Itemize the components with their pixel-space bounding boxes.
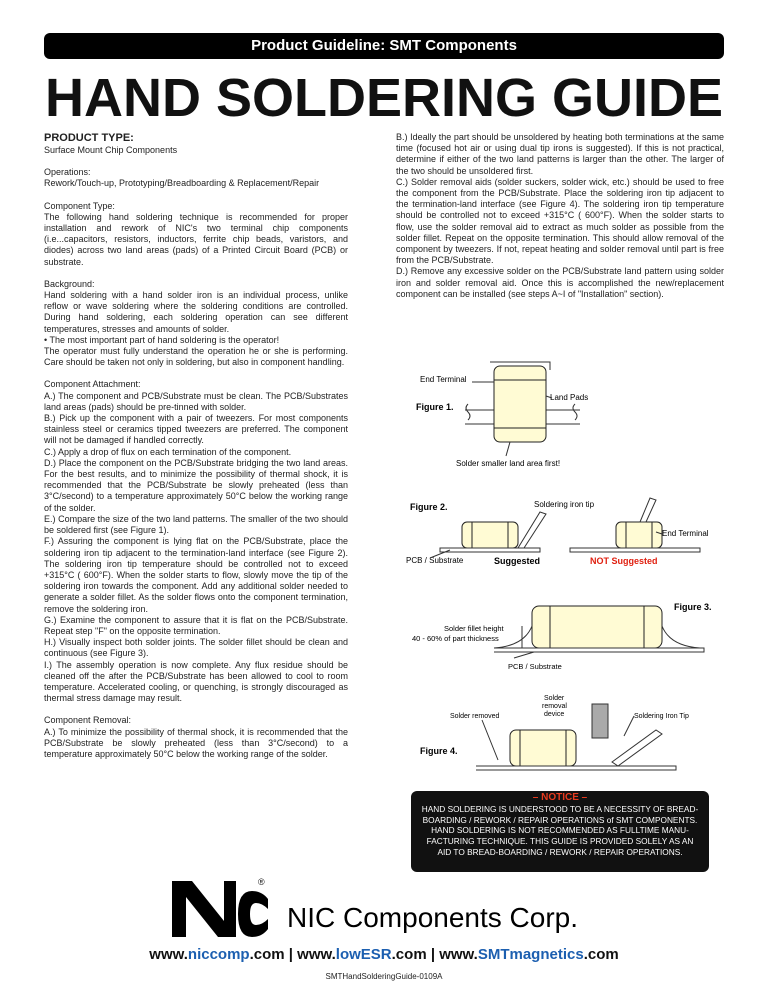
link-niccomp[interactable]: www.niccomp.com xyxy=(149,946,285,963)
fig4-iron-tip xyxy=(612,730,662,766)
fig4-title: Figure 4. xyxy=(420,746,458,756)
notice-line: BOARDING / REWORK / REPAIR OPERATIONS of SMT COMPONENTS. xyxy=(422,814,698,825)
notice-title: – NOTICE – xyxy=(532,792,588,803)
fig4-removal-device-label-3: device xyxy=(544,711,565,718)
company-name: NIC Components Corp. xyxy=(287,902,579,933)
fig1-land-pads-label: Land Pads xyxy=(550,393,589,402)
component-type-section: Component Type: The following hand soldering technique is recommended for proper installation and rework of NIC's two terminal chip components (i.e...capacitors, resistors, inductors, ferrite chip beads, varistors, and diodes) across two land areas (pads) of a Printed Circuit Board (PCB) or substrate. xyxy=(44,200,348,267)
fig3-title: Figure 3. xyxy=(674,602,712,612)
separator: | xyxy=(426,946,440,963)
registered-mark: ® xyxy=(258,877,265,887)
fig4-iron-tip-label: Soldering Iron Tip xyxy=(634,713,689,720)
figure-1-diagram xyxy=(410,360,610,472)
link-lowesr[interactable]: www.lowESR.com xyxy=(297,946,427,963)
footer-links xyxy=(44,946,724,963)
fig4-removal-device-label-2: removal xyxy=(542,703,567,710)
component-attachment-section: Component Attachment: A.) The component and PCB/Substrate must be clean. The PCB/Substrates land areas (pads) should be pre-tinned with solder. B.) Pick up the component with a pair of tweezers. For most components stainless steel or ceramics tipped tweezers are preferred. The component will not be damaged if handled correctly. C.) Apply a drop of flux on each termination of the component. D.) Place the component on the PCB/Substrate bridging the two land areas. For the best results, and to minimize the possibility of thermal shock, it is recommended that the PCB/Substrate be slowly preheated (less than 3°C/second) to a temperature approximately 50°C below the working range of the solder. E.) Compare the size of the two land patterns. The smaller of the two should be soldered first (see Figure 1). F.) Assuring the component is lying flat on the PCB/Substrate, place the soldering iron tip adjacent to the termination-land interface (see Figure 2). The soldering iron tip temperature should be controlled not to exceed +315°C ( 600°F). When the solder starts to flow, slowly move the tip of the soldering iron towards the component. Add any additional solder needed to generate a solder fillet. As the solder flows onto the component termination, remove the soldering iron. G.) Examine the component to assure that it is flat on the PCB/Substrate. Repeat step "F" on the opposite termination. H.) Visually inspect both solder joints. The solder fillet should be clean and continuous (see Figure 3). I.) The assembly operation is now complete. Any flux residue should be cleaned off the after the PCB/Substrate has been allowed to cool to room temperature. Accelerated cooling, or quenching, is strongly discouraged as thermal stress damage may result. xyxy=(44,379,348,704)
notice-line: HAND SOLDERING IS NOT RECOMMENDED AS FULLTIME MANU- xyxy=(431,825,689,836)
fig4-removal-device-label-1: Solder xyxy=(544,695,565,702)
fig3-pcb-label: PCB / Substrate xyxy=(508,662,562,671)
fig2-title: Figure 2. xyxy=(410,502,448,512)
fig2-iron-tip-not-suggested xyxy=(640,498,656,522)
separator: | xyxy=(284,946,298,963)
operations-section: Operations: Rework/Touch-up, Prototyping/Breadboarding & Replacement/Repair xyxy=(44,167,320,189)
background-section: Background: Hand soldering with a hand solder iron is an individual process, unlike reflow or wave soldering where the soldering conditions are controlled. During hand soldering, each soldering operation can see different temperatures, stresses and amounts of solder. • The most important part of hand soldering is the operator! The operator must fully understand the operation he or she is performing. Care should be taken not only in soldering, but also in component handling. xyxy=(44,278,348,368)
component-removal-section: Component Removal: A.) To minimize the possibility of thermal shock, it is recommended that the PCB/Substrate be slowly preheated (less than 3°C/second) to a temperature approximately 50°C below the working range of the solder. xyxy=(44,715,348,759)
nic-logo xyxy=(170,877,270,941)
fig2-pcb-label: PCB / Substrate xyxy=(406,556,464,565)
fig2-not-suggested-label: NOT Suggested xyxy=(590,556,658,566)
link-smtmagnetics[interactable]: www.SMTmagnetics.com xyxy=(439,946,619,963)
notice-line: HAND SOLDERING IS UNDERSTOOD TO BE A NECESSITY OF BREAD- xyxy=(421,803,699,814)
product-type-text: Surface Mount Chip Components xyxy=(44,145,178,155)
fig3-component xyxy=(532,606,662,648)
fig3-fillet-pct-label: 40 - 60% of part thickness xyxy=(412,634,499,643)
fig3-fillet-height-label: Solder fillet height xyxy=(444,624,504,633)
fig4-solder-removed-label: Solder removed xyxy=(450,713,500,720)
figure-3-diagram xyxy=(404,596,724,676)
fig3-pcb-leader xyxy=(514,652,534,658)
fig2-iron-tip-suggested xyxy=(518,512,546,548)
fig2-suggested-label: Suggested xyxy=(494,556,541,566)
fig2-end-terminal-label: End Terminal xyxy=(662,529,709,538)
page-title: HAND SOLDERING GUIDE xyxy=(44,68,724,128)
fig4-removal-device xyxy=(592,704,608,738)
notice-line: FACTURING TECHNIQUE. THIS GUIDE IS PROVIDED SOLELY AS AN xyxy=(426,836,694,847)
left-column xyxy=(44,132,348,771)
fig2-iron-tip-label: Soldering iron tip xyxy=(534,500,595,509)
component-removal-continued: B.) Ideally the part should be unsoldered by heating both terminations at the same time (focused hot air or using dual tip irons is suggested). If this is not practical, determine if either of the two land patterns is larger than the other. The larger of the two should be unsoldered first. C.) Solder removal aids (solder suckers, solder wick, etc.) should be used to free the component from the PCB/Substrate. Place the soldering iron tip adjacent to the termination-land interface (see Figure 4). The soldering iron tip temperature should be controlled not to exceed +315°C ( 600°F). When the solder starts to flow, use the solder removal aid to extract as much solder as possible from the solder fillet. Repeat on the opposite termination. This should allow removal of the component by tweezers. If not, repeat heating and solder removal until part is free from the PCB/Substrate. D.) Remove any excessive solder on the PCB/Substrate land pattern using solder iron and solder removal aid. Once this is accomplished the new/replacement component can be installed (see steps A~I of "Installation" section). xyxy=(396,132,724,299)
fig1-title: Figure 1. xyxy=(416,402,454,412)
fig4-pcb-line xyxy=(476,766,676,770)
document-id: SMTHandSolderingGuide-0109A xyxy=(325,972,443,981)
product-type-heading: PRODUCT TYPE: xyxy=(44,132,134,144)
fig2-component-suggested xyxy=(462,522,518,548)
product-guideline-banner: Product Guideline: SMT Components xyxy=(44,33,724,59)
fig2-pcb-strips xyxy=(440,548,700,552)
fig3-pcb-line xyxy=(494,648,704,652)
fig1-end-terminal-label: End Terminal xyxy=(420,375,467,384)
notice-box xyxy=(411,791,709,872)
notice-line: AID TO BREAD-BOARDING / REWORK / REPAIR OPERATIONS. xyxy=(437,846,683,857)
fig2-component-not-suggested xyxy=(616,522,662,548)
right-column xyxy=(396,132,724,311)
figure-4-diagram xyxy=(416,690,726,782)
fig1-component xyxy=(494,366,546,442)
figure-2-diagram xyxy=(400,492,724,574)
fig1-caption: Solder smaller land area first! xyxy=(456,459,561,468)
